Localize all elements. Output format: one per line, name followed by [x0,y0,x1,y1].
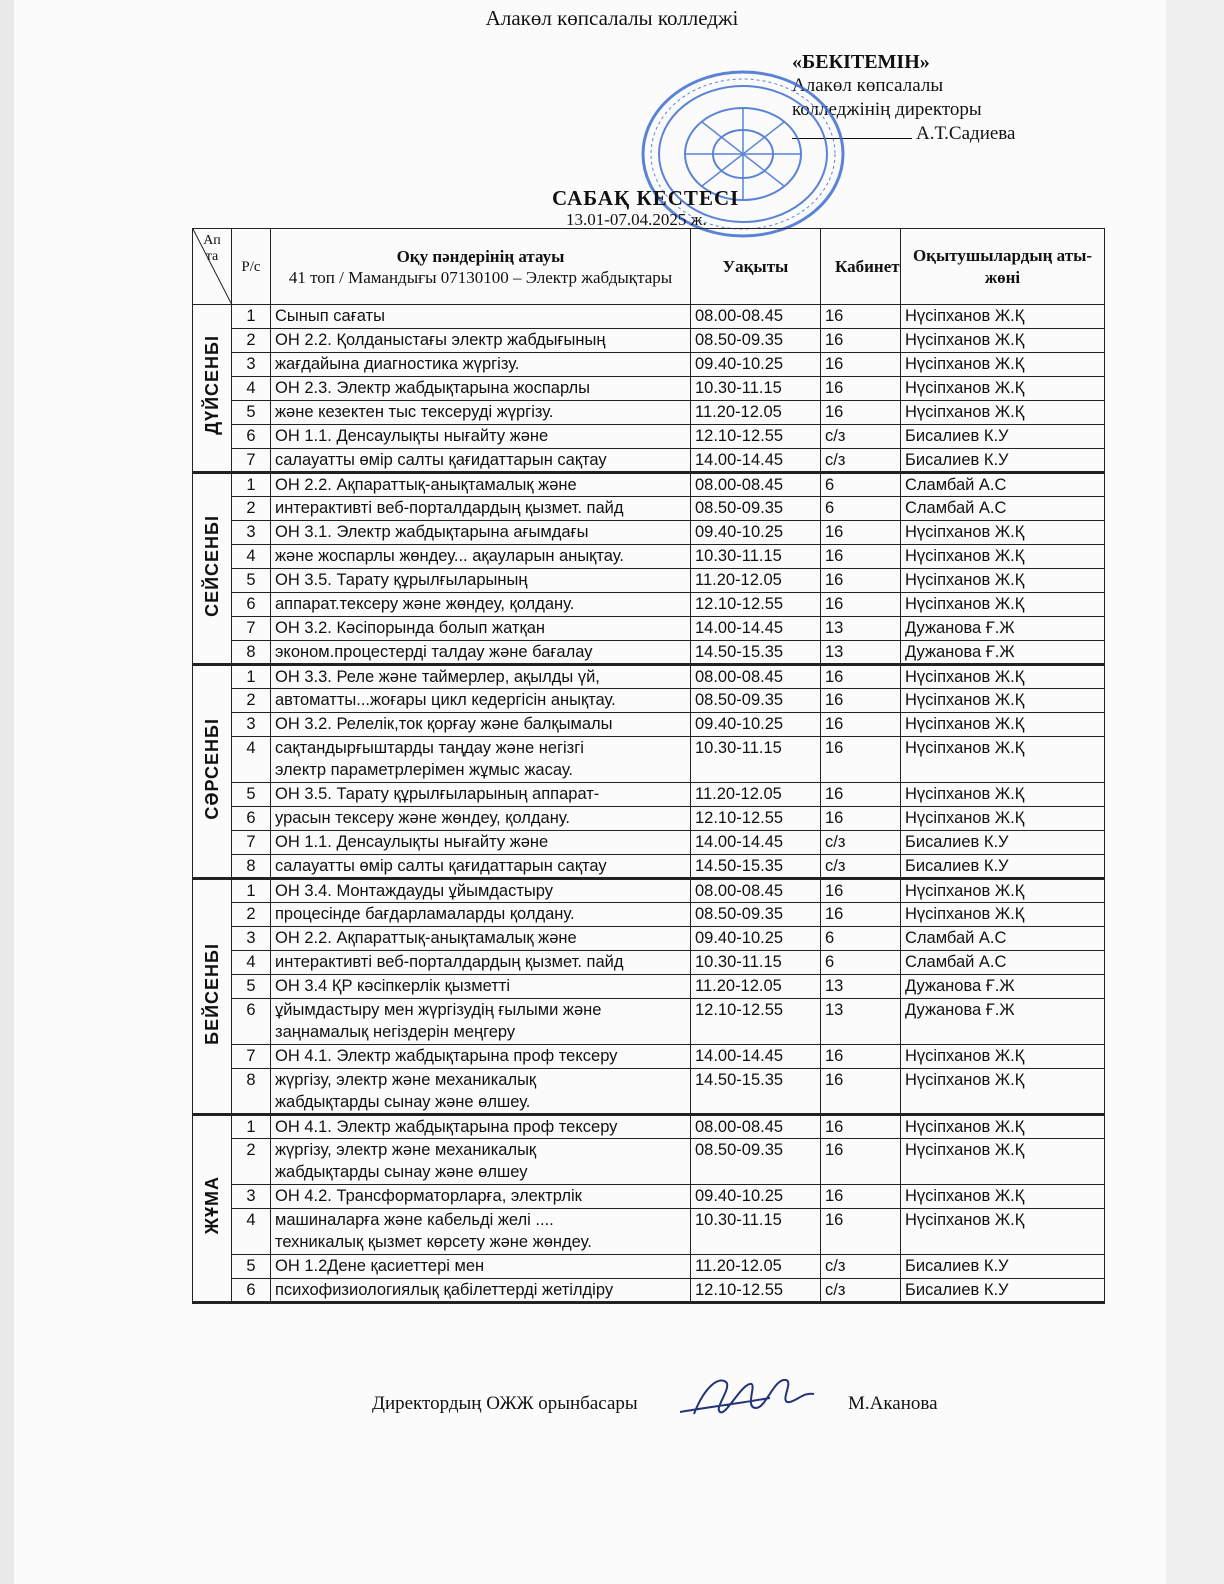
lesson-number: 1 [232,473,271,497]
lesson-number: 1 [232,879,271,903]
lesson-teacher: Нүсіпханов Ж.Қ [901,1115,1105,1139]
lesson-room: 16 [821,545,901,569]
director-name: А.Т.Садиева [916,123,1016,144]
subject-line: урасын тексеру және жөндеу, қолдану. [275,809,570,827]
scan-edge-left [0,0,14,1584]
table-row [193,353,1105,377]
subject-line: және кезектен тыс тексеруді жүргізу. [275,403,554,421]
lesson-teacher: Нүсіпханов Ж.Қ [901,1045,1105,1069]
lesson-teacher: Нүсіпханов Ж.Қ [901,593,1105,617]
college-name: Алакөл көпсалалы колледжі [485,6,739,30]
lesson-subject [271,305,691,329]
lesson-teacher: Дужанова Ғ.Ж [901,975,1105,999]
lesson-room: 16 [821,903,901,927]
lesson-room: 16 [821,737,901,783]
table-row [193,737,1105,783]
lesson-number: 6 [232,425,271,449]
lesson-teacher: Нүсіпханов Ж.Қ [901,521,1105,545]
lesson-time: 14.00-14.45 [691,449,821,473]
table-row [193,1279,1105,1303]
subject-line: Сынып сағаты [275,307,385,325]
lesson-teacher: Нүсіпханов Ж.Қ [901,1069,1105,1115]
lesson-teacher: Нүсіпханов Ж.Қ [901,545,1105,569]
subject-line-2: жабдықтарды сынау және өлшеу. [275,1093,531,1111]
table-row [193,449,1105,473]
lesson-number: 5 [232,401,271,425]
lesson-subject [271,927,691,951]
lesson-time: 11.20-12.05 [691,401,821,425]
lesson-number: 5 [232,975,271,999]
header-subject [271,229,691,305]
lesson-time: 10.30-11.15 [691,951,821,975]
lesson-subject [271,569,691,593]
lesson-time: 09.40-10.25 [691,353,821,377]
lesson-number: 7 [232,831,271,855]
lesson-subject [271,1139,691,1185]
lesson-teacher: Бисалиев К.У [901,1279,1105,1303]
table-row [193,617,1105,641]
lesson-subject [271,545,691,569]
lesson-number: 4 [232,545,271,569]
day-cell [193,305,232,473]
lesson-subject [271,831,691,855]
lesson-room: 16 [821,1045,901,1069]
subject-line: ОН 3.5. Тарату құрылғыларының [275,571,528,589]
subject-line: сақтандырғыштарды таңдау және негізгі [275,739,584,757]
lesson-number: 4 [232,737,271,783]
lesson-room: 16 [821,569,901,593]
lesson-teacher: Нүсіпханов Ж.Қ [901,401,1105,425]
subject-line: жүргізу, электр және механикалық [275,1071,537,1089]
lesson-room: 16 [821,665,901,689]
lesson-teacher: Нүсіпханов Ж.Қ [901,569,1105,593]
table-row [193,305,1105,329]
table-row [193,401,1105,425]
subject-line: аппарат.тексеру және жөндеу, қолдану. [275,595,575,613]
lesson-teacher: Сламбай А.С [901,473,1105,497]
lesson-number: 4 [232,377,271,401]
lesson-subject [271,1185,691,1209]
lesson-subject [271,903,691,927]
subject-line: салауатты өмір салты қағидаттарын сақтау [275,451,607,469]
lesson-time: 08.00-08.45 [691,473,821,497]
lesson-room: 16 [821,783,901,807]
subject-line: ОН 4.1. Электр жабдықтарына проф тексеру [275,1118,618,1136]
lesson-teacher: Нүсіпханов Ж.Қ [901,903,1105,927]
lesson-room: 16 [821,521,901,545]
table-row [193,497,1105,521]
table-row [193,329,1105,353]
table-row [193,473,1105,497]
lesson-time: 09.40-10.25 [691,521,821,545]
lesson-time: 08.00-08.45 [691,879,821,903]
lesson-subject [271,1045,691,1069]
subject-line: психофизиологиялық қабілеттерді жетілдіру [275,1281,614,1299]
lesson-room: 13 [821,617,901,641]
lesson-number: 3 [232,521,271,545]
lesson-time: 12.10-12.55 [691,807,821,831]
lesson-room: 16 [821,329,901,353]
lesson-number: 2 [232,1139,271,1185]
lesson-room: 16 [821,1069,901,1115]
lesson-time: 09.40-10.25 [691,927,821,951]
header-room: Кабинет [821,229,901,305]
lesson-room: 6 [821,473,901,497]
lesson-teacher: Нүсіпханов Ж.Қ [901,783,1105,807]
table-row [193,377,1105,401]
subject-line: ОН 3.1. Электр жабдықтарына ағымдағы [275,523,589,541]
subject-line: ОН 4.2. Трансформаторларға, электрлік [275,1187,582,1205]
lesson-subject [271,401,691,425]
lesson-subject [271,641,691,665]
table-row [193,783,1105,807]
lesson-number: 7 [232,1045,271,1069]
schedule-table [192,228,1105,1304]
lesson-number: 8 [232,641,271,665]
lesson-number: 4 [232,951,271,975]
subject-line: ОН 4.1. Электр жабдықтарына проф тексеру [275,1047,618,1065]
lesson-room: 16 [821,401,901,425]
lesson-teacher: Дужанова Ғ.Ж [901,617,1105,641]
lesson-number: 4 [232,1209,271,1255]
lesson-number: 8 [232,855,271,879]
lesson-time: 10.30-11.15 [691,1209,821,1255]
lesson-subject [271,783,691,807]
day-cell [193,665,232,879]
lesson-number: 5 [232,783,271,807]
lesson-room: 16 [821,879,901,903]
subject-line: процесінде бағдарламаларды қолдану. [275,905,575,923]
lesson-number: 8 [232,1069,271,1115]
lesson-teacher: Дужанова Ғ.Ж [901,999,1105,1045]
lesson-subject [271,353,691,377]
lesson-room: с/з [821,855,901,879]
lesson-time: 08.50-09.35 [691,329,821,353]
lesson-time: 08.00-08.45 [691,665,821,689]
lesson-room: 13 [821,999,901,1045]
table-row [193,1209,1105,1255]
table-header-row [193,229,1105,305]
approval-line-1: Алакөл көпсалалы [792,75,944,96]
lesson-teacher: Бисалиев К.У [901,831,1105,855]
lesson-teacher: Нүсіпханов Ж.Қ [901,377,1105,401]
lesson-subject [271,689,691,713]
lesson-teacher: Нүсіпханов Ж.Қ [901,879,1105,903]
lesson-time: 14.50-15.35 [691,855,821,879]
lesson-time: 14.00-14.45 [691,1045,821,1069]
lesson-time: 11.20-12.05 [691,975,821,999]
lesson-room: с/з [821,449,901,473]
lesson-subject [271,855,691,879]
lesson-room: 16 [821,593,901,617]
lesson-time: 14.50-15.35 [691,641,821,665]
approval-line-2: колледжінің директоры [792,99,982,120]
lesson-room: 16 [821,689,901,713]
lesson-teacher: Бисалиев К.У [901,449,1105,473]
header-day [193,229,232,305]
lesson-number: 6 [232,807,271,831]
header-teacher: Оқытушылардың аты-жөні [901,229,1105,305]
subject-line: автоматты...жоғары цикл кедергісін анықтау. [275,691,616,709]
header-subject-title: Оқу пәндерінің атауы [396,246,565,266]
lesson-room: 16 [821,377,901,401]
table-row [193,1255,1105,1279]
lesson-time: 09.40-10.25 [691,1185,821,1209]
lesson-time: 08.50-09.35 [691,903,821,927]
lesson-number: 7 [232,617,271,641]
table-row [193,713,1105,737]
subject-line-2: техникалық қызмет көрсету және жөндеу. [275,1233,592,1251]
lesson-time: 12.10-12.55 [691,425,821,449]
day-name: БЕЙСЕНБІ [202,942,222,1045]
table-row [193,1069,1105,1115]
subject-line: ұйымдастыру мен жүргізудің ғылыми және [275,1001,602,1019]
lesson-room: с/з [821,831,901,855]
lesson-time: 11.20-12.05 [691,783,821,807]
subject-line: эконом.процестерді талдау және бағалау [275,643,593,661]
subject-line: және жоспарлы жөндеу... ақауларын анықтау. [275,547,624,565]
lesson-room: 16 [821,1139,901,1185]
lesson-time: 14.50-15.35 [691,1069,821,1115]
table-row [193,425,1105,449]
subject-line-2: электр параметрлерімен жұмыс жасау. [275,761,574,779]
lesson-subject [271,377,691,401]
lesson-number: 3 [232,353,271,377]
table-row [193,545,1105,569]
subject-line: ОН 2.2. Ақпараттық-анықтамалық және [275,929,577,947]
lesson-subject [271,951,691,975]
lesson-subject [271,497,691,521]
lesson-number: 6 [232,999,271,1045]
lesson-time: 11.20-12.05 [691,569,821,593]
lesson-room: 6 [821,497,901,521]
subject-line: ОН 2.2. Қолданыстағы электр жабдығының [275,331,606,349]
lesson-number: 5 [232,569,271,593]
lesson-subject [271,1279,691,1303]
lesson-teacher: Нүсіпханов Ж.Қ [901,713,1105,737]
table-row [193,951,1105,975]
day-name: ДҮЙСЕНБІ [202,335,222,435]
scan-edge-right [1166,0,1224,1584]
lesson-time: 08.50-09.35 [691,689,821,713]
table-row [193,569,1105,593]
table-row [193,879,1105,903]
table-row [193,1045,1105,1069]
lesson-subject [271,713,691,737]
lesson-subject [271,665,691,689]
lesson-time: 08.50-09.35 [691,497,821,521]
lesson-time: 11.20-12.05 [691,1255,821,1279]
table-row [193,999,1105,1045]
lesson-time: 14.00-14.45 [691,617,821,641]
lesson-number: 2 [232,689,271,713]
lesson-teacher: Бисалиев К.У [901,855,1105,879]
lesson-number: 2 [232,903,271,927]
lesson-number: 3 [232,927,271,951]
lesson-subject [271,879,691,903]
lesson-time: 08.00-08.45 [691,1115,821,1139]
lesson-subject [271,1069,691,1115]
lesson-room: 6 [821,951,901,975]
lesson-time: 09.40-10.25 [691,713,821,737]
signature-icon [674,1368,824,1428]
subject-line: ОН 3.4. Монтаждауды ұйымдастыру [275,882,554,900]
lesson-number: 5 [232,1255,271,1279]
day-cell [193,879,232,1115]
lesson-subject [271,999,691,1045]
lesson-time: 14.00-14.45 [691,831,821,855]
subject-line: ОН 2.2. Ақпараттық-анықтамалық және [275,476,577,494]
subject-line: интерактивті веб-порталдардың қызмет. пайд [275,499,624,517]
lesson-teacher: Нүсіпханов Ж.Қ [901,689,1105,713]
lesson-time: 08.00-08.45 [691,305,821,329]
lesson-room: с/з [821,1279,901,1303]
subject-line: интерактивті веб-порталдардың қызмет. пайд [275,953,624,971]
subject-line: жағдайына диагностика жүргізу. [275,355,520,373]
lesson-subject [271,1255,691,1279]
table-row [193,521,1105,545]
lesson-teacher: Нүсіпханов Ж.Қ [901,737,1105,783]
lesson-room: 16 [821,1185,901,1209]
table-row [193,807,1105,831]
day-cell [193,1115,232,1303]
subject-line: ОН 2.3. Электр жабдықтарына жоспарлы [275,379,591,397]
subject-line: ОН 3.4 ҚР кәсіпкерлік қызметті [275,977,510,995]
table-row [193,1185,1105,1209]
lesson-subject [271,329,691,353]
lesson-teacher: Нүсіпханов Ж.Қ [901,353,1105,377]
lesson-subject [271,737,691,783]
lesson-room: 16 [821,713,901,737]
lesson-room: 13 [821,975,901,999]
subject-line: ОН 1.1. Денсаулықты нығайту және [275,833,549,851]
lesson-teacher: Нүсіпханов Ж.Қ [901,1185,1105,1209]
table-row [193,1115,1105,1139]
lesson-subject [271,425,691,449]
subject-line: жүргізу, электр және механикалық [275,1141,537,1159]
lesson-teacher: Сламбай А.С [901,951,1105,975]
table-row [193,903,1105,927]
table-row [193,831,1105,855]
lesson-room: 6 [821,927,901,951]
lesson-teacher: Нүсіпханов Ж.Қ [901,807,1105,831]
lesson-number: 2 [232,329,271,353]
footer-name: М.Аканова [848,1393,938,1414]
lesson-room: 16 [821,1209,901,1255]
lesson-teacher: Нүсіпханов Ж.Қ [901,305,1105,329]
subject-line: ОН 3.5. Тарату құрылғыларының аппарат- [275,785,600,803]
lesson-subject [271,473,691,497]
table-row [193,665,1105,689]
table-row [193,689,1105,713]
lesson-teacher: Бисалиев К.У [901,1255,1105,1279]
lesson-room: 13 [821,641,901,665]
lesson-room: 16 [821,807,901,831]
table-row [193,641,1105,665]
lesson-number: 1 [232,1115,271,1139]
subject-line: ОН 1.2Дене қасиеттері мен [275,1257,485,1275]
lesson-time: 10.30-11.15 [691,737,821,783]
approval-title: «БЕКІТЕМІН» [792,51,930,73]
lesson-number: 7 [232,449,271,473]
header-num: Р/с [232,229,271,305]
lesson-number: 2 [232,497,271,521]
table-row [193,593,1105,617]
table-row [193,855,1105,879]
lesson-teacher: Нүсіпханов Ж.Қ [901,1209,1105,1255]
schedule-body [193,305,1105,1303]
lesson-time: 08.50-09.35 [691,1139,821,1185]
subject-line-2: заңнамалық негіздерін меңгеру [275,1023,516,1041]
lesson-room: 16 [821,1115,901,1139]
lesson-number: 3 [232,713,271,737]
table-row [193,975,1105,999]
day-name: ЖҰМА [202,1176,222,1235]
lesson-teacher: Нүсіпханов Ж.Қ [901,665,1105,689]
lesson-teacher: Сламбай А.С [901,927,1105,951]
lesson-room: 16 [821,353,901,377]
lesson-room: с/з [821,425,901,449]
lesson-number: 6 [232,593,271,617]
lesson-number: 1 [232,665,271,689]
lesson-number: 1 [232,305,271,329]
table-row [193,927,1105,951]
subject-line: ОН 1.1. Денсаулықты нығайту және [275,427,549,445]
lesson-time: 10.30-11.15 [691,545,821,569]
lesson-time: 12.10-12.55 [691,1279,821,1303]
footer-position: Директордың ОЖЖ орынбасары [372,1393,638,1414]
lesson-time: 12.10-12.55 [691,593,821,617]
day-name: СЕЙСЕНБІ [202,514,222,617]
header-day-label: Апта [203,233,221,264]
lesson-room: 16 [821,305,901,329]
day-name: СӘРСЕНБІ [202,717,222,820]
lesson-subject [271,807,691,831]
lesson-teacher: Нүсіпханов Ж.Қ [901,1139,1105,1185]
day-cell [193,473,232,665]
header-subject-group: 41 топ / Мамандығы 07130100 – Электр жабдықтары [288,267,673,287]
subject-line: ОН 3.2. Кәсіпорында болып жатқан [275,619,545,637]
lesson-subject [271,617,691,641]
table-row [193,1139,1105,1185]
subject-line-2: жабдықтарды сынау және өлшеу [275,1163,528,1181]
lesson-subject [271,1209,691,1255]
schedule-title: САБАҚ КЕСТЕСІ [552,186,740,210]
header-time: Уақыты [691,229,821,305]
lesson-time: 10.30-11.15 [691,377,821,401]
subject-line: салауатты өмір салты қағидаттарын сақтау [275,857,607,875]
lesson-subject [271,593,691,617]
lesson-subject [271,449,691,473]
lesson-subject [271,1115,691,1139]
lesson-subject [271,975,691,999]
lesson-teacher: Нүсіпханов Ж.Қ [901,329,1105,353]
lesson-subject [271,521,691,545]
lesson-number: 3 [232,1185,271,1209]
lesson-teacher: Дужанова Ғ.Ж [901,641,1105,665]
subject-line: машиналарға және кабельді желі .... [275,1211,554,1229]
schedule-dates: 13.01-07.04.2025 ж. [566,210,707,229]
subject-line: ОН 3.2. Релелік,ток қорғау және балқымалы [275,715,613,733]
lesson-time: 12.10-12.55 [691,999,821,1045]
lesson-teacher: Сламбай А.С [901,497,1105,521]
subject-line: ОН 3.3. Реле және таймерлер, ақылды үй, [275,668,600,686]
lesson-room: с/з [821,1255,901,1279]
lesson-teacher: Бисалиев К.У [901,425,1105,449]
lesson-number: 6 [232,1279,271,1303]
